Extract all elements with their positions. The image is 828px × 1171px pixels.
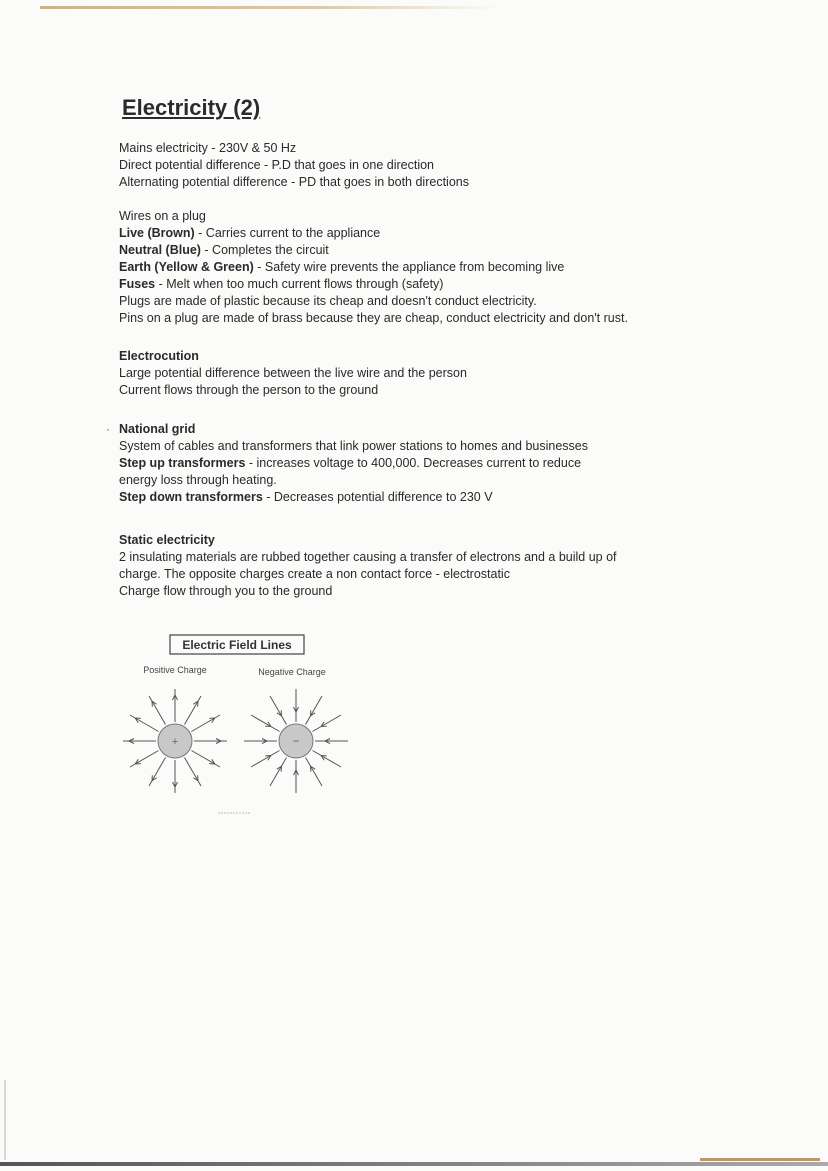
electrocution-heading: Electrocution bbox=[119, 349, 199, 363]
positive-charge-label: Positive Charge bbox=[143, 665, 207, 675]
live-text: - Carries current to the appliance bbox=[194, 226, 381, 240]
bullet-marker: · bbox=[106, 422, 110, 436]
national-grid-section bbox=[119, 421, 619, 506]
negative-charge-label: Negative Charge bbox=[258, 667, 326, 677]
field-line bbox=[312, 751, 341, 768]
field-line bbox=[270, 757, 287, 786]
mains-section bbox=[119, 140, 469, 191]
live-wire-line bbox=[119, 225, 628, 242]
scan-edge-left bbox=[4, 1080, 6, 1160]
static-heading: Static electricity bbox=[119, 533, 215, 547]
plug-section bbox=[119, 208, 628, 327]
plug-heading: Wires on a plug bbox=[119, 209, 206, 223]
scan-edge-top bbox=[40, 6, 500, 9]
field-line bbox=[251, 715, 280, 732]
stepup-text: - increases voltage to 400,000. Decreases current to reduce energy loss through heating. bbox=[119, 456, 582, 487]
stepdown-line bbox=[119, 489, 619, 506]
diagram-title: Electric Field Lines bbox=[182, 638, 292, 652]
scan-edge-bottom bbox=[0, 1162, 828, 1166]
pins-line: Pins on a plug are made of brass because they are cheap, conduct electricity and don't rust. bbox=[119, 311, 628, 325]
field-line bbox=[191, 715, 220, 732]
electrocution-section bbox=[119, 348, 467, 399]
field-line bbox=[185, 696, 202, 725]
electric-field-diagram bbox=[118, 630, 358, 830]
neutral-term: Neutral (Blue) bbox=[119, 243, 201, 257]
static-section bbox=[119, 532, 619, 600]
field-line bbox=[149, 757, 166, 786]
mains-line-2: Direct potential difference - P.D that goes in one direction bbox=[119, 158, 435, 172]
mains-line-1: Mains electricity - 230V & 50 Hz bbox=[119, 141, 297, 155]
stepup-term: Step up transformers bbox=[119, 456, 246, 470]
earth-wire-line bbox=[119, 259, 628, 276]
fuses-line bbox=[119, 276, 628, 293]
positive-sign: + bbox=[171, 736, 179, 748]
scan-edge-bottom-tan bbox=[700, 1158, 820, 1161]
stepdown-term: Step down transformers bbox=[119, 490, 263, 504]
electrocution-line-1: Large potential difference between the live wire and the person bbox=[119, 366, 467, 380]
live-term: Live (Brown) bbox=[119, 226, 195, 240]
electrocution-line-2: Current flows through the person to the ground bbox=[119, 383, 379, 397]
stepup-line bbox=[119, 455, 619, 489]
plastic-line: Plugs are made of plastic because its cheap and doesn't conduct electricity. bbox=[119, 294, 537, 308]
field-line bbox=[185, 757, 202, 786]
mains-line-3: Alternating potential difference - PD that goes in both directions bbox=[119, 175, 469, 189]
negative-sign: − bbox=[292, 734, 300, 748]
field-line bbox=[306, 696, 323, 725]
document-title: Electricity (2) bbox=[122, 95, 261, 120]
stepdown-text: - Decreases potential difference to 230 V bbox=[262, 490, 493, 504]
field-line bbox=[130, 751, 159, 768]
field-line bbox=[130, 715, 159, 732]
grid-heading: National grid bbox=[119, 422, 196, 436]
field-line bbox=[306, 757, 323, 786]
field-line bbox=[191, 751, 220, 768]
grid-line-1: System of cables and transformers that link power stations to homes and businesses bbox=[119, 439, 588, 453]
earth-term: Earth (Yellow & Green) bbox=[119, 260, 254, 274]
fuses-text: - Melt when too much current flows through (safety) bbox=[155, 277, 444, 291]
field-line bbox=[270, 696, 287, 725]
earth-text: - Safety wire prevents the appliance from becoming live bbox=[253, 260, 565, 274]
neutral-wire-line bbox=[119, 242, 628, 259]
static-line-2: Charge flow through you to the ground bbox=[119, 584, 333, 598]
field-line bbox=[149, 696, 166, 725]
static-line-1: 2 insulating materials are rubbed together causing a transfer of electrons and a build up of charge. The opposite charges create a non contact force - electrostatic bbox=[119, 550, 617, 581]
field-line bbox=[251, 751, 280, 768]
field-line bbox=[312, 715, 341, 732]
fuses-term: Fuses bbox=[119, 277, 156, 291]
neutral-text: - Completes the circuit bbox=[200, 243, 329, 257]
